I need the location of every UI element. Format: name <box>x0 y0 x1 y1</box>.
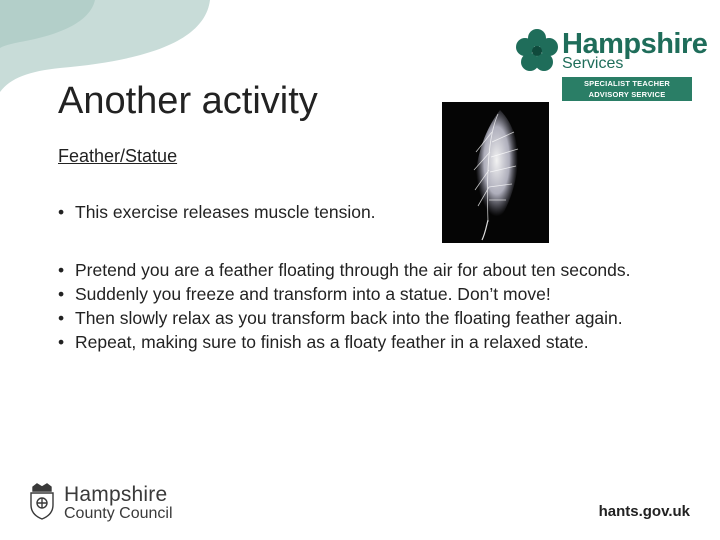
list-item <box>58 333 698 351</box>
bullet-text: Pretend you are a feather floating through the air for about ten seconds. <box>75 260 631 280</box>
slide-title: Another activity <box>58 80 318 122</box>
list-item <box>58 203 698 221</box>
list-item <box>58 309 698 327</box>
website-link[interactable]: hants.gov.uk <box>598 503 690 520</box>
bullet-marker: • <box>58 332 65 352</box>
banner-line-2: ADVISORY SERVICE <box>588 90 666 99</box>
stas-banner <box>562 77 692 101</box>
bullet-marker: • <box>58 308 65 328</box>
hampshire-services-sub: Services <box>562 55 624 72</box>
bullet-list-steps <box>58 261 698 357</box>
banner-line-1: SPECIALIST TEACHER <box>583 79 671 88</box>
hampshire-county-council-logo <box>28 483 173 526</box>
hcc-name-line-2: County Council <box>64 505 173 522</box>
hampshire-services-logo <box>515 28 708 102</box>
list-item <box>58 261 698 279</box>
crest-icon <box>28 483 56 521</box>
bullet-marker: • <box>58 202 65 222</box>
bullet-text: Suddenly you freeze and transform into a statue. Don’t move! <box>75 284 551 304</box>
bullet-list-intro <box>58 203 698 227</box>
hampshire-services-name: Hampshire <box>562 28 708 60</box>
flower-icon <box>515 28 559 74</box>
bullet-text: Then slowly relax as you transform back into the floating feather again. <box>75 308 623 328</box>
bullet-marker: • <box>58 284 65 304</box>
hcc-name-line-1: Hampshire <box>64 483 168 506</box>
bullet-text: This exercise releases muscle tension. <box>75 202 376 222</box>
bullet-text: Repeat, making sure to finish as a floaty feather in a relaxed state. <box>75 332 589 352</box>
bullet-marker: • <box>58 260 65 280</box>
slide-subtitle: Feather/Statue <box>58 146 178 166</box>
list-item <box>58 285 698 303</box>
